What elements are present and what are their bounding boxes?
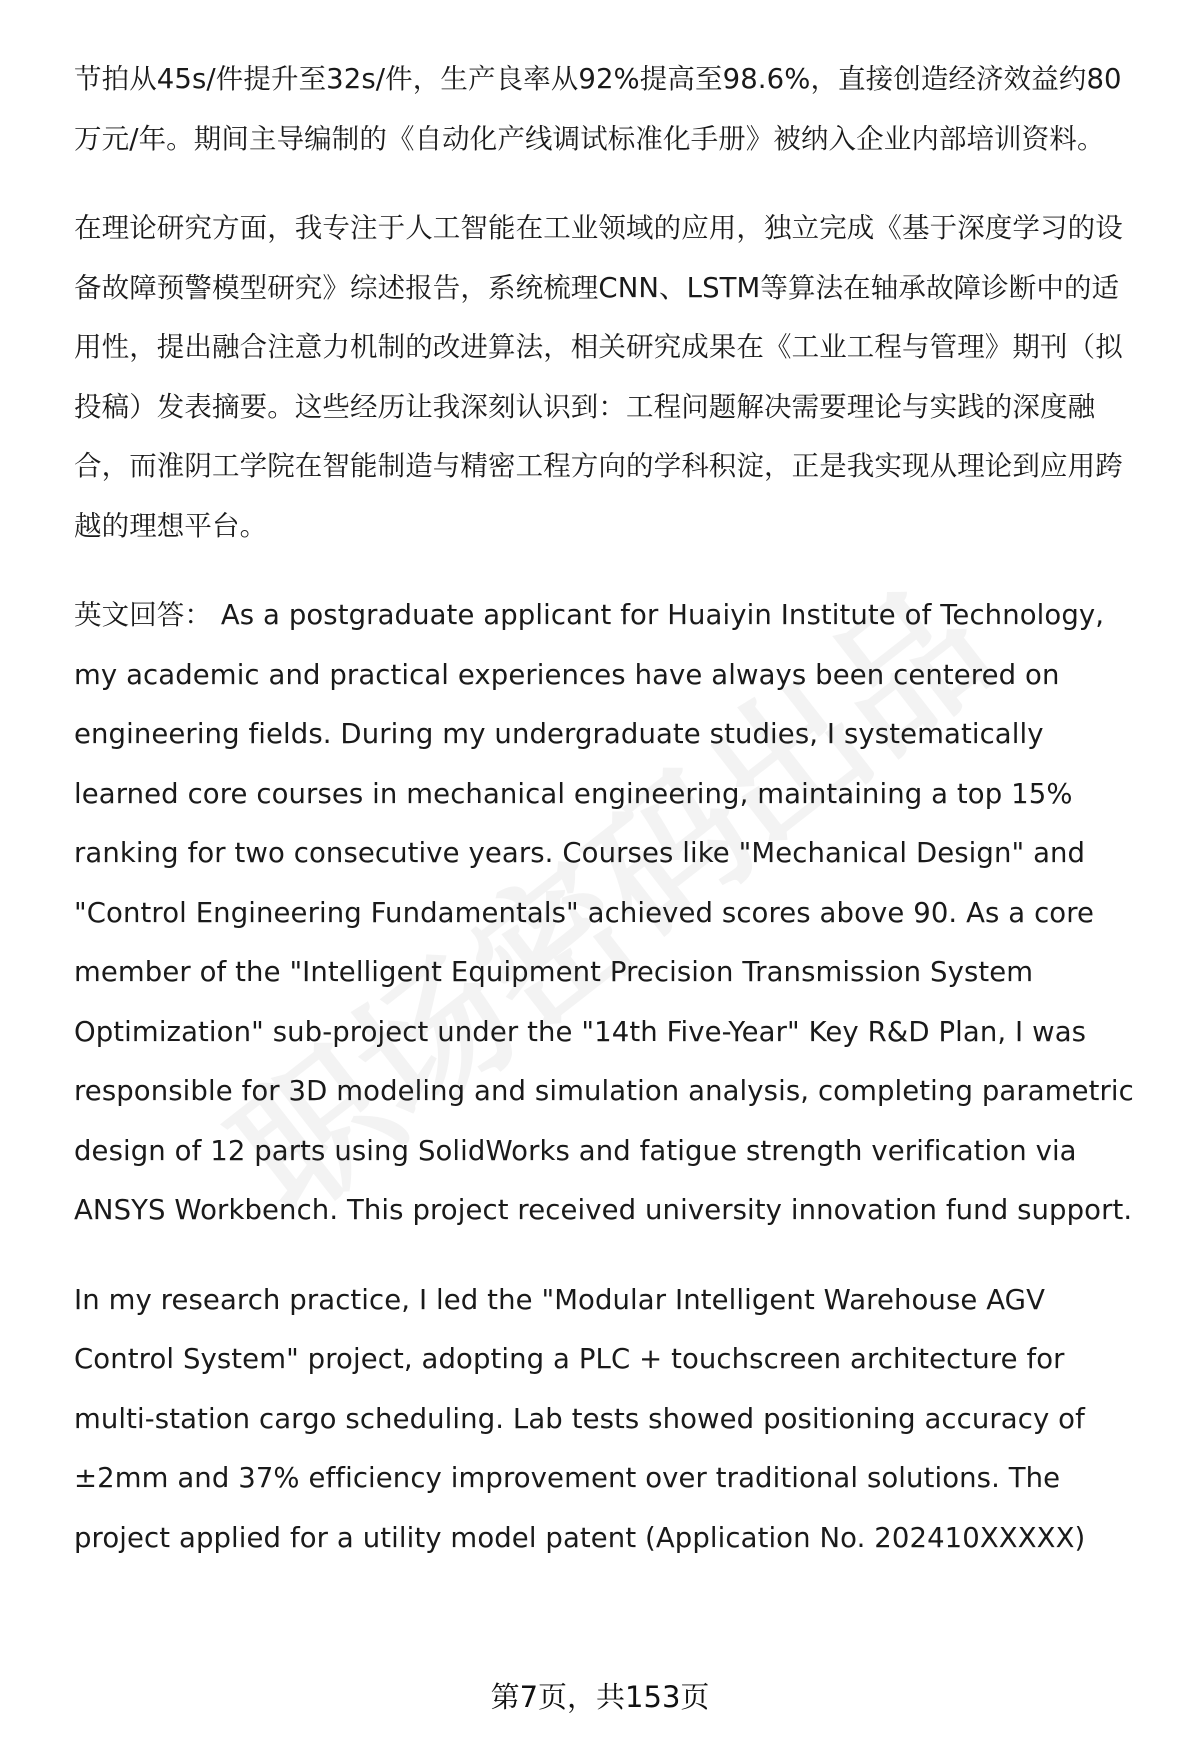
paragraph-3: 英文回答： As a postgraduate applicant for Huaiyin Institute of Technology, my academic and practical experiences have always been centered on engineering fields. During my undergraduate studies, I systematically learned core courses in mechanical engineering, maintaining a top 15% ranking for two consecutive years. Courses like "Mechanical Design" and "Control Engineering Fundamentals" achieved scores above 90. As a core member of the "Intelligent Equipment Precision Transmission System Optimization" sub-project under the "14th Five-Year" Key R&D Plan, I was responsible for 3D modeling and simulation analysis, completing parametric design of 12 parts using SolidWorks and fatigue strength verification via ANSYS Workbench. This project received university innovation fund support. xyxy=(74,599,1134,1226)
paragraph-1: 节拍从45s/件提升至32s/件，生产良率从92%提高至98.6%，直接创造经济效益约80万元/年。期间主导编制的《自动化产线调试标准化手册》被纳入企业内部培训资料。 xyxy=(74,63,1122,155)
paragraph-2: 在理论研究方面，我专注于人工智能在工业领域的应用，独立完成《基于深度学习的设备故障预警模型研究》综述报告，系统梳理CNN、LSTM等算法在轴承故障诊断中的适用性，提出融合注意力机制的改进算法，相关研究成果在《工业工程与管理》期刊（拟投稿）发表摘要。这些经历让我深刻认识到：工程问题解决需要理论与实践的深度融合，而淮阴工学院在智能制造与精密工程方向的学科积淀，正是我实现从理论到应用跨越的理想平台。 xyxy=(74,212,1123,542)
document-body xyxy=(74,50,1146,1568)
paragraph-4: In my research practice, I led the "Modular Intelligent Warehouse AGV Control System" project, adopting a PLC + touchscreen architecture for multi-station cargo scheduling. Lab tests showed positioning accuracy of ±2mm and 37% efficiency improvement over traditional solutions. The project applied for a utility model patent (Application No. 202410XXXXX) xyxy=(74,1283,1086,1554)
page-number-footer: 第7页，共153页 xyxy=(490,1680,710,1714)
